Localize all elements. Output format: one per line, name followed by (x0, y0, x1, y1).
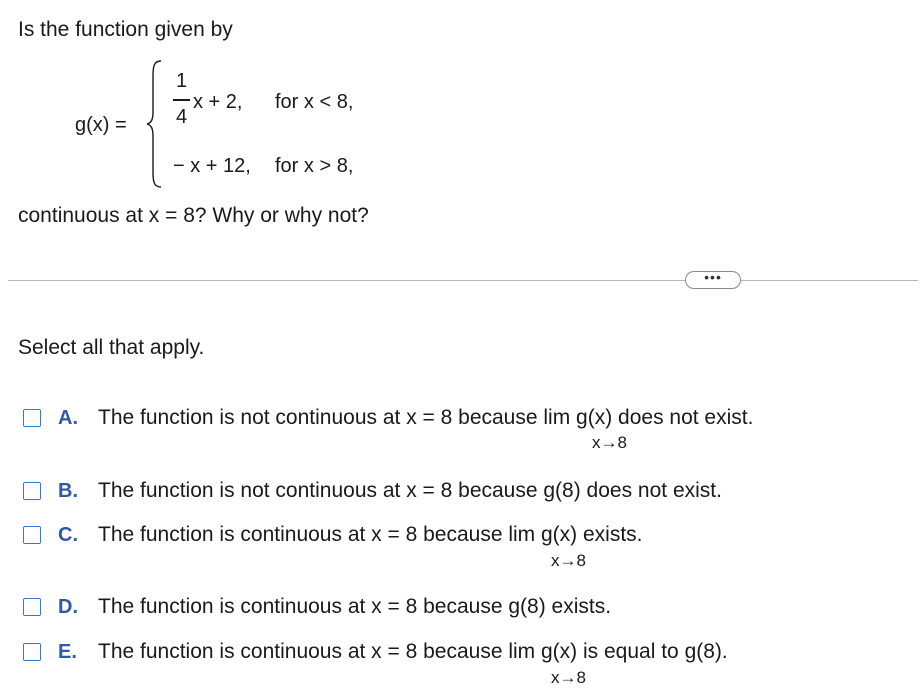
option-e-text: The function is continuous at x = 8 because lim g(x) is equal to g(8). (98, 640, 728, 663)
fraction-denominator: 4 (176, 106, 188, 128)
left-brace-icon (146, 60, 164, 188)
piece2-condition: for x > 8, (275, 155, 354, 177)
option-b-text: The function is not continuous at x = 8 because g(8) does not exist. (98, 479, 722, 502)
more-options-button[interactable]: ••• (685, 271, 741, 289)
option-c-limit-subscript: x→8 (551, 551, 586, 570)
option-a-limit-subscript: x→8 (592, 433, 627, 452)
question-ending: continuous at x = 8? Why or why not? (18, 204, 369, 227)
piece1-condition: for x < 8, (275, 91, 354, 113)
option-d-text: The function is continuous at x = 8 because g(8) exists. (98, 595, 612, 618)
option-c-letter: C. (58, 524, 78, 546)
option-b-checkbox[interactable] (23, 482, 41, 500)
option-a-checkbox[interactable] (23, 409, 41, 427)
option-b-letter: B. (58, 480, 78, 502)
instruction-text: Select all that apply. (18, 336, 205, 359)
function-name: g(x) = (75, 114, 127, 136)
piece2-expression: − x + 12, (173, 155, 251, 177)
option-c-checkbox[interactable] (23, 526, 41, 544)
question-intro: Is the function given by (18, 18, 233, 41)
option-e-checkbox[interactable] (23, 643, 41, 661)
section-divider (8, 280, 918, 281)
piece1-expression: x + 2, (193, 91, 243, 113)
option-e-letter: E. (58, 641, 77, 663)
option-e-limit-subscript: x→8 (551, 668, 586, 687)
option-a-letter: A. (58, 407, 78, 429)
option-d-letter: D. (58, 596, 78, 618)
option-d-checkbox[interactable] (23, 598, 41, 616)
option-c-text: The function is continuous at x = 8 because lim g(x) exists. (98, 523, 643, 546)
fraction-numerator: 1 (176, 70, 188, 92)
fraction-bar (173, 99, 190, 101)
option-a-text: The function is not continuous at x = 8 because lim g(x) does not exist. (98, 406, 754, 429)
